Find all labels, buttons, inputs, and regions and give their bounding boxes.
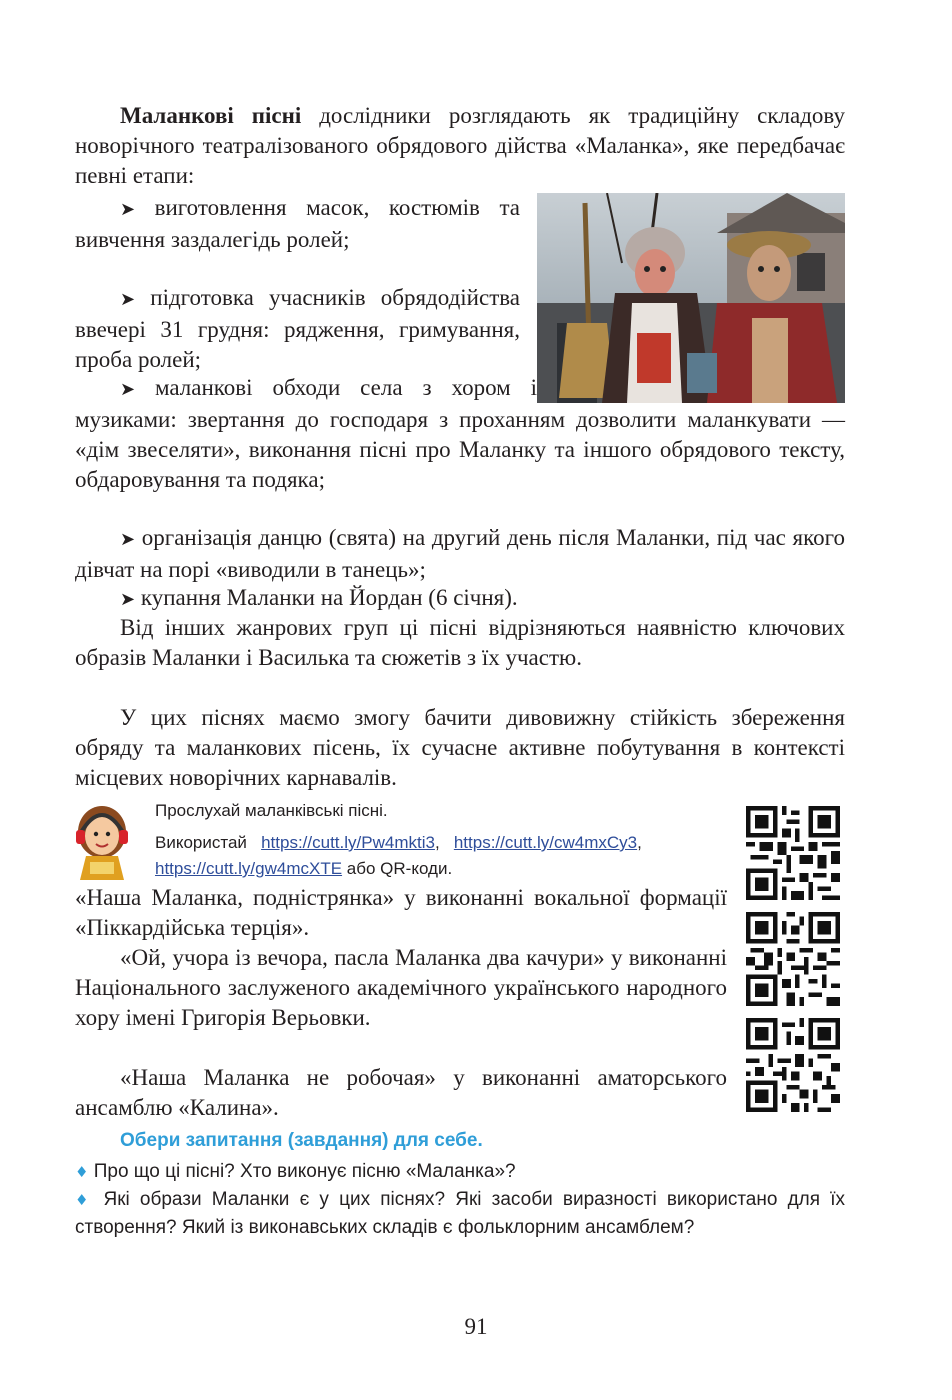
stage-text: підготовка учасників обрядодійства ввечері 31 грудня: рядження, гримування, проба ролей; <box>75 285 521 372</box>
diamond-bullet-icon: ♦ <box>75 1191 94 1209</box>
audio-link-2[interactable]: https://cutt.ly/cw4mxCy3 <box>453 833 638 852</box>
stage-text: виготовлення масок, костюмів та вивчення заздалегідь ролей; <box>75 195 520 252</box>
stage-item <box>75 373 845 495</box>
song-item: «Наша Маланка не робочая» у виконанні аматорського ансамблю «Калина». <box>75 1065 727 1120</box>
stage-text: купання Маланки на Йордан (6 січня). <box>140 585 518 610</box>
or-qr-text: або QR-коди. <box>346 859 453 878</box>
song-item: «Ой, учора із вечора, пасла Маланка два качури» у виконанні Національного заслуженого академічного українського народного хору імені Григорія Верьовки. <box>75 945 727 1030</box>
song-item: «Наша Маланка, подністрянка» у виконанні вокальної формації «Піккардійська терція». <box>75 885 727 940</box>
malanka-photo-illustration <box>537 193 845 403</box>
stability-paragraph: У цих піснях маємо змогу бачити дивовижну стійкість збереження обряду та маланкових пісень, їх сучасне активне побутування в контексті місцевих новорічних карнавалів. <box>75 705 845 790</box>
intro-paragraph <box>75 101 845 191</box>
intro-term: Маланкові пісні <box>120 103 302 128</box>
diamond-bullet-icon: ♦ <box>75 1163 89 1181</box>
stage-item <box>75 193 520 255</box>
malanka-carnival-photo <box>537 193 845 403</box>
use-label: Використай <box>155 833 247 852</box>
page-number: 91 <box>464 1314 488 1339</box>
task-text: Які образи Маланки є у цих піснях? Які засоби виразності використано для їх створення? Який із виконавських складів є фольклорним ансамблем? <box>75 1189 845 1238</box>
audio-link-3[interactable]: https://cutt.ly/gw4mcXTE <box>155 859 343 878</box>
stage-text: організація данцю (свята) на другий день після Маланки, під час якого дівчат на порі «виводили в танець»; <box>75 525 845 582</box>
arrowhead-bullet-icon: ➤ <box>120 379 136 400</box>
girl-with-headphones-icon <box>72 800 132 880</box>
qr-code-1[interactable] <box>746 806 840 900</box>
listen-links-line: Використай https://cutt.ly/Pw4mkti3, https://cutt.ly/cw4mxCy3, <box>155 833 642 852</box>
audio-link-1[interactable]: https://cutt.ly/Pw4mkti3 <box>261 833 435 852</box>
arrowhead-bullet-icon: ➤ <box>120 529 136 550</box>
intro-text: дослідники розглядають як традиційну складову новорічного театралізованого обрядового дійства «Маланка», яке передбачає певні етапи: <box>75 103 846 188</box>
groups-paragraph: Від інших жанрових груп ці пісні відрізняються наявністю ключових образів Маланки і Василька та сюжетів з їх участю. <box>75 615 845 670</box>
qr-code-3[interactable] <box>746 1018 840 1112</box>
stage-item <box>75 583 845 615</box>
qr-code-2[interactable] <box>746 912 840 1006</box>
stage-item <box>75 523 845 585</box>
photo-wrap-spacer <box>537 373 845 403</box>
task-item <box>75 1158 845 1186</box>
arrowhead-bullet-icon: ➤ <box>120 289 136 310</box>
stage-text: маланкові обходи села з хором і музиками: звертання до господаря з проханням дозволити маланкувати — «дім звеселяти», виконання пісні про Маланку та іншого обрядового тексту, обдаровування та подяка; <box>75 375 845 492</box>
listen-links-line-2 <box>155 856 452 882</box>
stage-item <box>75 283 520 375</box>
task-text: Про що ці пісні? Хто виконує пісню «Маланка»? <box>93 1161 516 1182</box>
task-item <box>75 1186 845 1241</box>
arrowhead-bullet-icon: ➤ <box>120 199 136 220</box>
arrowhead-bullet-icon: ➤ <box>120 589 136 610</box>
listen-heading: Прослухай маланківські пісні. <box>155 801 388 820</box>
tasks-title: Обери запитання (завдання) для себе. <box>120 1130 483 1151</box>
